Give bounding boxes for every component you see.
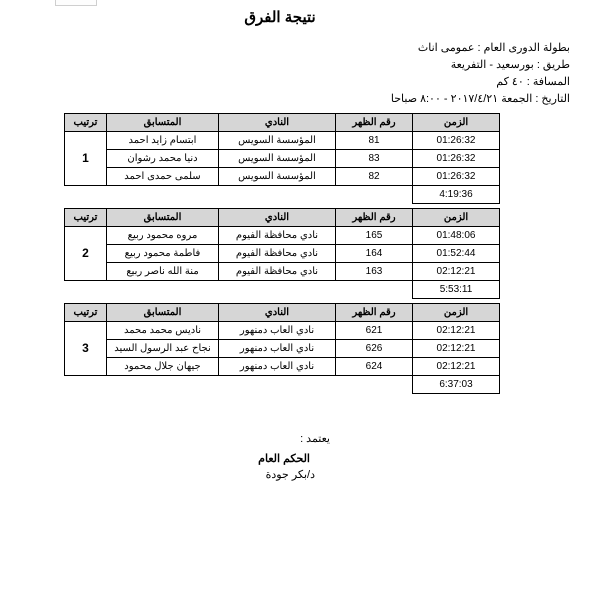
- cell-bib: 164: [336, 245, 413, 263]
- col-header-time: الزمن: [413, 114, 500, 132]
- cell-time: 02:12:21: [413, 263, 500, 281]
- cell-bib: 82: [336, 168, 413, 186]
- team-table-1: [73, 113, 500, 204]
- team-table-3: [73, 303, 500, 394]
- table-row: [65, 150, 500, 168]
- cell-club: المؤسسة السويس: [219, 168, 336, 186]
- meta-route: طريق : بورسعيد - التفريعة: [450, 59, 570, 71]
- table-row: [65, 227, 500, 245]
- team-total-row: [65, 281, 500, 299]
- cell-time: 01:26:32: [413, 168, 500, 186]
- cell-club: المؤسسة السويس: [219, 150, 336, 168]
- cell-rank: 3: [65, 322, 107, 376]
- scan-edge-artifact: [55, 0, 97, 6]
- cell-bib: 621: [336, 322, 413, 340]
- meta-distance: المسافة : ٤٠ كم: [496, 76, 570, 88]
- cell-athlete: ابتسام زايد احمد: [107, 132, 219, 150]
- cell-athlete: منة الله ناصر ربيع: [107, 263, 219, 281]
- col-header-rank: ترتيب: [65, 209, 107, 227]
- cell-club: المؤسسة السويس: [219, 132, 336, 150]
- table-header-row: [65, 209, 500, 227]
- table-header-row: [65, 114, 500, 132]
- cell-bib: 165: [336, 227, 413, 245]
- col-header-club: النادي: [219, 114, 336, 132]
- cell-club: نادي محافظة الفيوم: [219, 227, 336, 245]
- meta-championship: بطولة الدورى العام : عمومى اناث: [417, 42, 570, 54]
- col-header-time: الزمن: [413, 209, 500, 227]
- col-header-club: النادي: [219, 304, 336, 322]
- table-row: [65, 340, 500, 358]
- cell-time: 01:52:44: [413, 245, 500, 263]
- col-header-time: الزمن: [413, 304, 500, 322]
- meta-date: التاريخ : الجمعة ٢٠١٧/٤/٢١ - ٨:٠٠ صباحا: [390, 93, 570, 105]
- col-header-bib: رقم الظهر: [336, 304, 413, 322]
- cell-time: 02:12:21: [413, 358, 500, 376]
- team-total-row: [65, 376, 500, 394]
- table-row: [65, 358, 500, 376]
- table-row: [65, 263, 500, 281]
- table-row: [65, 245, 500, 263]
- cell-bib: 163: [336, 263, 413, 281]
- team-table-2: [73, 208, 500, 299]
- cell-spacer: [65, 186, 413, 204]
- footer-judge-title: الحكم العام: [258, 453, 310, 465]
- cell-rank: 1: [65, 132, 107, 186]
- cell-spacer: [65, 281, 413, 299]
- cell-athlete: جيهان جلال محمود: [107, 358, 219, 376]
- cell-rank: 2: [65, 227, 107, 281]
- event-metadata: [30, 40, 570, 108]
- cell-club: نادي محافظة الفيوم: [219, 245, 336, 263]
- team-total-row: [65, 186, 500, 204]
- cell-athlete: نجاح عبد الرسول السيد: [107, 340, 219, 358]
- cell-bib: 624: [336, 358, 413, 376]
- cell-team-total: 5:53:11: [413, 281, 500, 299]
- cell-time: 01:26:32: [413, 132, 500, 150]
- table-header-row: [65, 304, 500, 322]
- cell-time: 01:48:06: [413, 227, 500, 245]
- footer-approve-label: يعتمد :: [300, 433, 330, 445]
- cell-club: نادي العاب دمنهور: [219, 322, 336, 340]
- cell-athlete: دنيا محمد رشوان: [107, 150, 219, 168]
- cell-athlete: مروه محمود ربيع: [107, 227, 219, 245]
- cell-athlete: سلمى حمدى احمد: [107, 168, 219, 186]
- col-header-club: النادي: [219, 209, 336, 227]
- col-header-athlete: المتسابق: [107, 114, 219, 132]
- cell-team-total: 4:19:36: [413, 186, 500, 204]
- col-header-bib: رقم الظهر: [336, 114, 413, 132]
- col-header-rank: ترتيب: [65, 304, 107, 322]
- cell-time: 02:12:21: [413, 340, 500, 358]
- col-header-athlete: المتسابق: [107, 209, 219, 227]
- cell-athlete: ناديس محمد محمد: [107, 322, 219, 340]
- cell-athlete: فاطمة محمود ربيع: [107, 245, 219, 263]
- table-row: [65, 322, 500, 340]
- cell-bib: 83: [336, 150, 413, 168]
- cell-time: 02:12:21: [413, 322, 500, 340]
- page-title: نتيجة الفرق: [244, 9, 316, 26]
- col-header-bib: رقم الظهر: [336, 209, 413, 227]
- cell-spacer: [65, 376, 413, 394]
- cell-bib: 626: [336, 340, 413, 358]
- cell-club: نادي العاب دمنهور: [219, 358, 336, 376]
- cell-club: نادي محافظة الفيوم: [219, 263, 336, 281]
- cell-team-total: 6:37:03: [413, 376, 500, 394]
- cell-time: 01:26:32: [413, 150, 500, 168]
- table-row: [65, 132, 500, 150]
- footer-judge-name: د/بكر جودة: [265, 469, 315, 481]
- col-header-rank: ترتيب: [65, 114, 107, 132]
- table-row: [65, 168, 500, 186]
- cell-bib: 81: [336, 132, 413, 150]
- cell-club: نادي العاب دمنهور: [219, 340, 336, 358]
- col-header-athlete: المتسابق: [107, 304, 219, 322]
